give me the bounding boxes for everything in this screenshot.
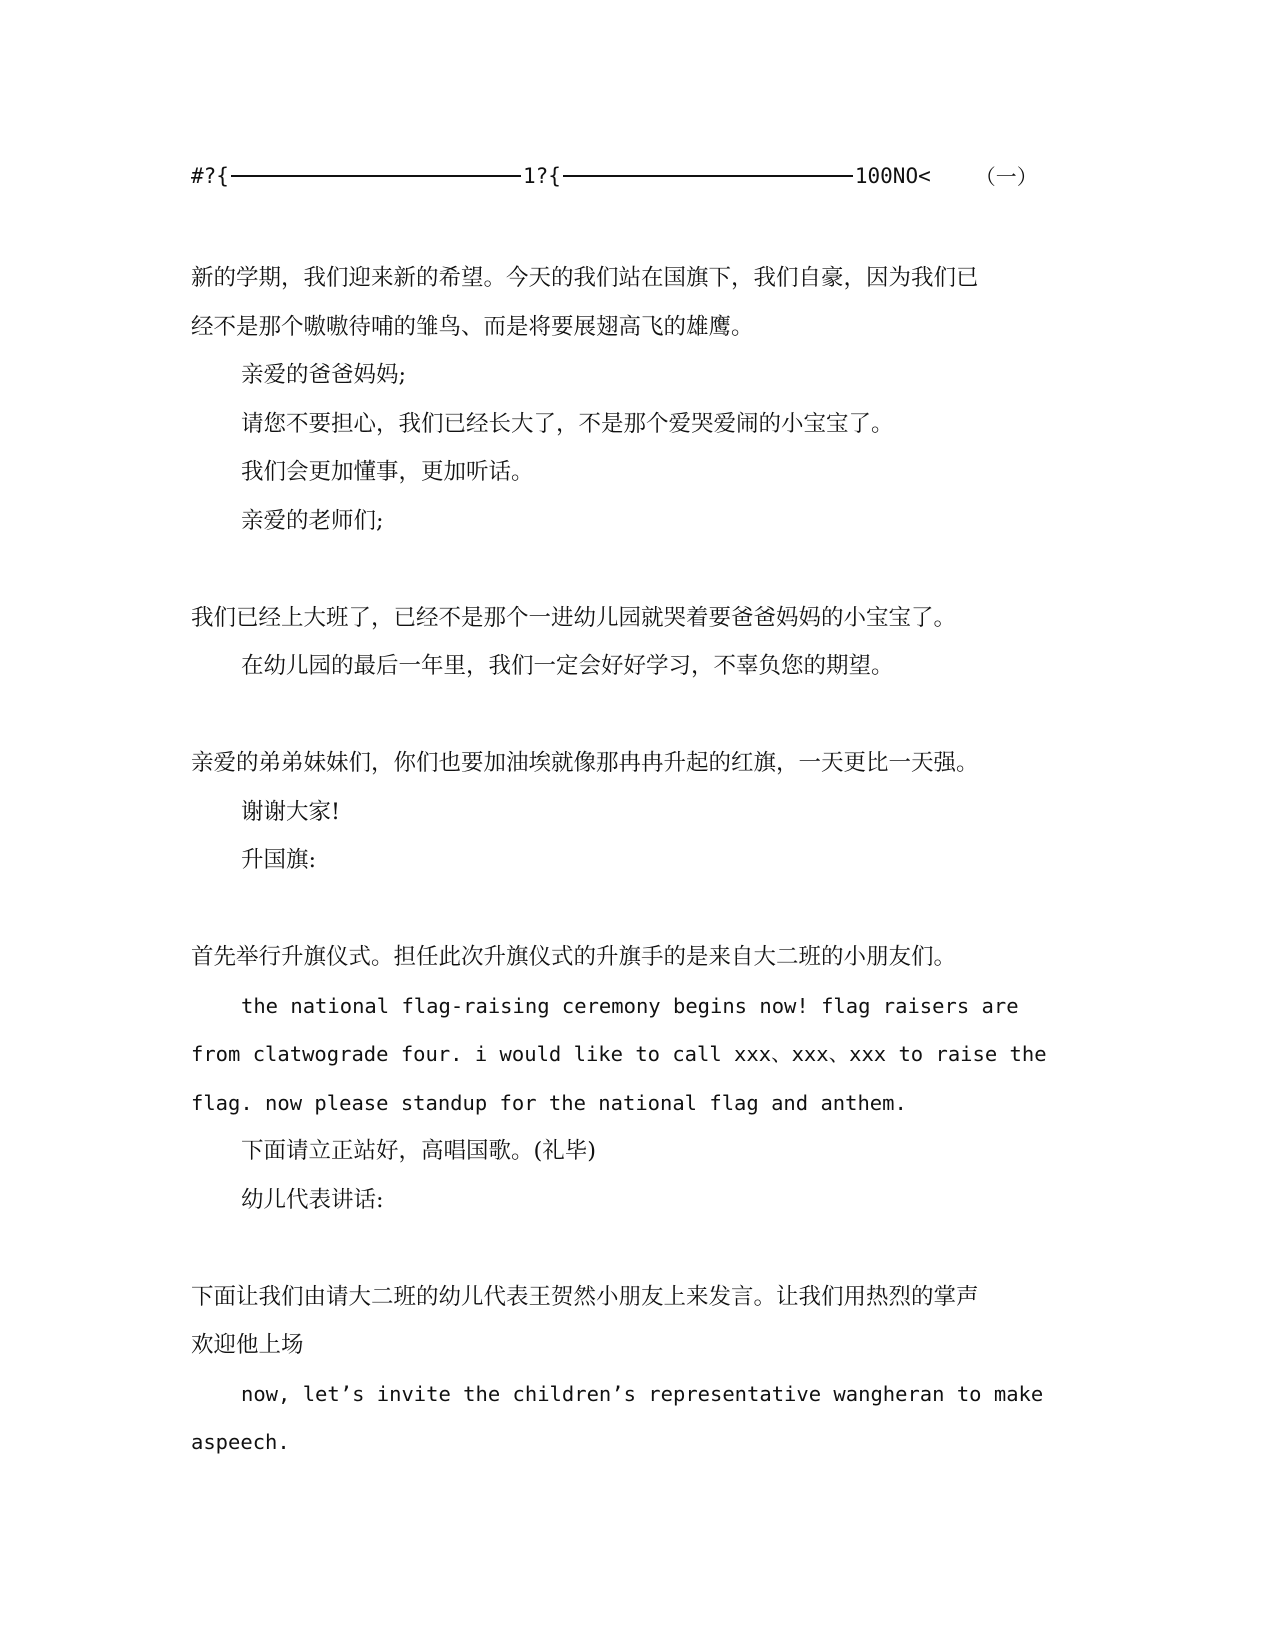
paragraph-english-flag: [191, 982, 1071, 1128]
header-middle: 1?{: [522, 164, 561, 188]
paragraph-child-speech-heading: 幼儿代表讲话:: [241, 1186, 384, 1213]
paragraph-last-year: 在幼儿园的最后一年里，我们一定会好好学习，不辜负您的期望。: [241, 653, 894, 679]
paragraph-dear-teachers: 亲爱的老师们;: [241, 507, 384, 534]
paragraph-dont-worry: 请您不要担心，我们已经长大了，不是那个爱哭爱闹的小宝宝了。: [241, 410, 894, 437]
paragraph-flag-ceremony: 首先举行升旗仪式。担任此次升旗仪式的升旗手的是来自大二班的小朋友们。: [191, 944, 957, 970]
header-suffix: 100NO<: [854, 164, 931, 188]
header-rule-right: [563, 175, 853, 177]
paragraph-line: the national flag-raising ceremony begins now! flag raisers are: [241, 993, 1019, 1018]
paragraph-line: 经不是那个嗷嗷待哺的雏鸟、而是将要展翅高飞的雄鹰。: [191, 313, 754, 340]
document-body: [191, 254, 1071, 1467]
document-header: [191, 160, 1051, 192]
paragraph-line: flag. now please standup for the national flag and anthem.: [191, 1090, 907, 1115]
paragraph-senior-class: 我们已经上大班了，已经不是那个一进幼儿园就哭着要爸爸妈妈的小宝宝了。: [191, 604, 957, 631]
header-prefix: #?{: [191, 164, 229, 188]
paragraph-younger-siblings: 亲爱的弟弟妹妹们，你们也要加油埃就像那冉冉升起的红旗，一天更比一天强。: [191, 750, 979, 776]
paragraph-line: now, let’s invite the children’s representative wangheran to make: [241, 1381, 1044, 1406]
header-rule-left: [231, 175, 521, 177]
paragraph-line: 新的学期，我们迎来新的希望。今天的我们站在国旗下，我们自豪，因为我们已: [191, 265, 979, 291]
paragraph-line: 下面让我们由请大二班的幼儿代表王贺然小朋友上来发言。让我们用热烈的掌声: [191, 1283, 979, 1310]
header-section-number: （一）: [974, 165, 1038, 189]
paragraph-new-semester: [191, 254, 1071, 351]
paragraph-more-sensible: 我们会更加懂事，更加听话。: [241, 459, 534, 485]
paragraph-raise-flag-heading: 升国旗:: [241, 847, 317, 873]
paragraph-thank-you: 谢谢大家!: [241, 798, 341, 825]
paragraph-dear-parents: 亲爱的爸爸妈妈;: [241, 362, 407, 388]
paragraph-stand-sing: 下面请立正站好，高唱国歌。(礼毕): [241, 1138, 597, 1164]
paragraph-line: aspeech.: [191, 1430, 290, 1454]
paragraph-invite-speaker: [191, 1273, 1071, 1370]
paragraph-line: 欢迎他上场: [191, 1332, 304, 1358]
paragraph-english-invite: [191, 1370, 1071, 1467]
paragraph-line: from clatwograde four. i would like to call xxx、xxx、xxx to raise the: [191, 1042, 1047, 1066]
